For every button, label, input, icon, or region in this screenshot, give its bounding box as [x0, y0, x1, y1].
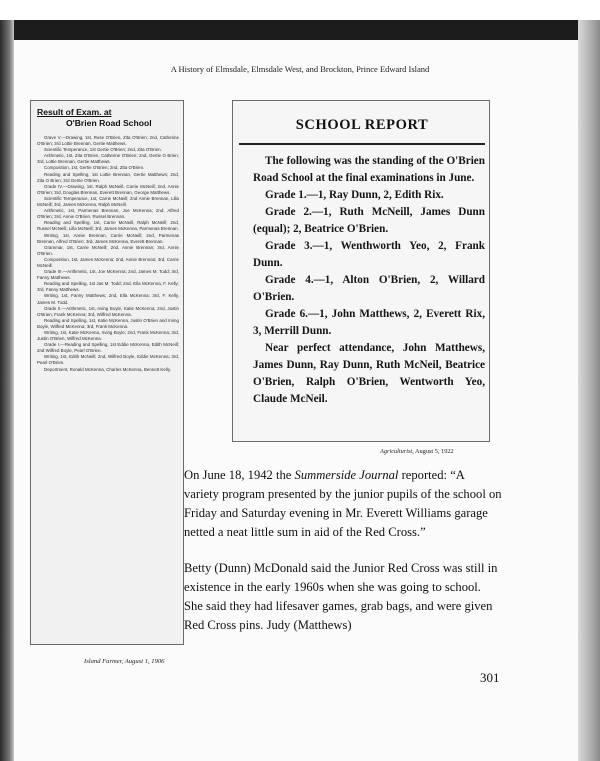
scanner-frame-right: [578, 20, 600, 761]
newspaper-clipping-school-report: [232, 100, 490, 442]
exam-result-paragraph: Writing, 1st, Edith McNeill; 2nd, Wilfred Boyle, Eddie McKenna; 3rd, Pearl O'Brien.: [37, 354, 179, 366]
exam-result-paragraph: Grade I.—Reading and Spelling, 1st Eddie McKenna, Edith McNeill; 2nd Wilfred Boyle, Pearl O'Brien.: [37, 342, 179, 354]
clipping-title: [37, 107, 152, 129]
exam-result-paragraph: Reading and Spelling, 1st Lottie Brennan, Gertie Matthews; 2nd, Zita O Brien; 3rd Gertie O'Brien.: [37, 171, 179, 183]
exam-result-paragraph: Scientific Temperance, 1st Gertie O'Brien; 2nd, Zita O'Brien.: [44, 147, 162, 153]
exam-result-paragraph: Deportment, Ronald McKenna, Charles McKenna, Bennett Kelly.: [44, 366, 171, 372]
exam-result-paragraph: Grade IV.—Drawing, 1st, Ralph McNeill, Carrie McNeill; 2nd, Annie O'Brien; 3rd, Douglas Brennan, Everett Brennan, George Matthews.: [37, 183, 179, 195]
exam-result-paragraph: Reading and Spelling, 1st, Katie McKenna, Justin O'Brien and Irving Boyle, Wilfred McKenna; 3rd, Frank McKenna.: [37, 317, 179, 329]
exam-result-paragraph: Writing, 1st, Annie Brennan, Carrie McNeill; 2nd, Parmenas Brennan, Alfred O'Brien; 3rd, James McKenna, Everett Brennan.: [37, 232, 179, 244]
exam-result-paragraph: Arithmetic, 1st, Parmenas Brennan, Joe McKenna; 2nd, Alfred O'Brien; 3rd, Annie O'Brien, Russel Brennan.: [37, 208, 179, 220]
newspaper-title: Summerside Journal: [294, 468, 399, 482]
school-report-body: [253, 153, 485, 408]
report-paragraph: Grade 6.—1, John Matthews, 2, Everett Rix, 3, Merrill Dunn.: [253, 308, 485, 337]
exam-result-paragraph: Scientific Temperance, 1st, Carrie McNeill; 2nd Annie Brennan, Lilla McNeill; 3rd, James McKenna, Ralph McNeill.: [37, 195, 179, 208]
report-paragraph: Near perfect attendance, John Matthews, James Dunn, Ray Dunn, Ruth McNeil, Beatrice O'Brien, Ralph O'Brien, Wentworth Yeo, Claude McNeil.: [253, 342, 485, 405]
clipping-caption-agriculturist: [380, 448, 454, 455]
exam-result-paragraph: Grade III.—Arithmetic, 1st, Joe McKenna; 2nd, James M. Todd; 3rd, Fanny Matthews.: [37, 269, 179, 281]
newspaper-clipping-exam-results: [30, 100, 184, 645]
report-paragraph: Grade 2.—1, Ruth McNeill, James Dunn (equal); 2, Beatrice O'Brien.: [253, 206, 485, 235]
clipping-caption-island-farmer: Island Farmer, August 1, 1906: [84, 658, 165, 665]
exam-result-paragraph: Writing, 1st, Fanny Matthews; 2nd, Ella McKenna; 3rd, F. Kelly, James M. Todd.: [37, 293, 179, 305]
scanner-frame-left: [0, 20, 14, 761]
exam-result-paragraph: Grammar, 1st, Carrie McNeill; 2nd, Annie Brennan; 3rd, Annie O'Brien.: [37, 244, 179, 256]
main-paragraph-2: Betty (Dunn) McDonald said the Junior Red Cross was still in existence in the early 1960s when she was going to school. She said they had lifesaver games, grab bags, and were given Red Cross pins. Judy (Matthews): [184, 561, 498, 632]
exam-result-paragraph: Reading and Spelling, 1st, Carrie McNeill, Ralph McNeill; 2nd, Russel McNeill, Lilla McNeill; 3rd, James McKenna, Parmenas Brennan.: [37, 220, 179, 232]
clipping-title-line2: O'Brien Road School: [66, 118, 152, 128]
report-paragraph: Grade 4.—1, Alton O'Brien, 2, Willard O'Brien.: [253, 274, 485, 303]
clipping-body: [37, 135, 179, 373]
report-paragraph: The following was the standing of the O'Brien Road School at the final examinations in June.: [253, 155, 485, 184]
exam-result-paragraph: Grave V.—Drawing, 1st, Rose O'Brien, Zita O'Brien; 2nd, Catherine O'Brien; 3rd Lottie Brennan, Gertie Matthews.: [37, 135, 179, 147]
scanner-frame-top: [0, 20, 600, 40]
exam-result-paragraph: Writing, 1st, Katie McKenna, Irving Boyle; 2nd, Frank McKenna; 3rd, Justin O'Brien, Wilfred McKenna.: [37, 330, 179, 342]
school-report-heading: SCHOOL REPORT: [295, 117, 429, 133]
clipping-title-line1: Result of Exam. at: [37, 107, 112, 117]
exam-result-paragraph: Composition, 1st, Gertie O'Brien; 2nd, Zita O'Brien.: [44, 165, 145, 171]
exam-result-paragraph: Grade II.—Arithmetic, 1st, Irving Boyle, Katie McKenna; 2nd, Justin O'Brien, Frank McKenna; 3rd, Wilfred McKenna.: [37, 305, 179, 317]
caption-date: , August 5, 1922: [412, 448, 454, 455]
report-paragraph: Grade 1.—1, Ray Dunn, 2, Edith Rix.: [265, 189, 444, 201]
heading-rule: [239, 143, 485, 145]
main-paragraph-1: On June 18, 1942 the Summerside Journal reported: “A variety program presented by the junior pupils of the school on Friday and Saturday evening in Mr. Everett Williams garage netted a neat little sum in aid of the Red Cross.”: [184, 468, 502, 539]
exam-result-paragraph: Composition, 1st, James McKenna; 2nd, Annie Brennan; 3rd, Carrie McNeill.: [37, 256, 179, 268]
exam-result-paragraph: Reading and Spelling, 1st Jas M. Todd; 2nd, Ella McKenna, F. Kelly; 3rd, Fanny Matthews.: [37, 281, 179, 293]
running-head: A History of Elmsdale, Elmsdale West, and Brockton, Prince Edward Island: [170, 64, 430, 74]
page-number: 301: [480, 670, 500, 685]
exam-result-paragraph: Arithmetic, 1st, Zita O'Brien, Catherine O'Brien; 2nd, Gertie O Brien; 3rd, Lottie Brennan, Gertie Matthews.: [37, 153, 179, 165]
main-text: [184, 466, 502, 652]
report-paragraph: Grade 3.—1, Wenthworth Yeo, 2, Frank Dunn.: [253, 240, 485, 269]
caption-source: Agriculturist: [380, 448, 413, 455]
